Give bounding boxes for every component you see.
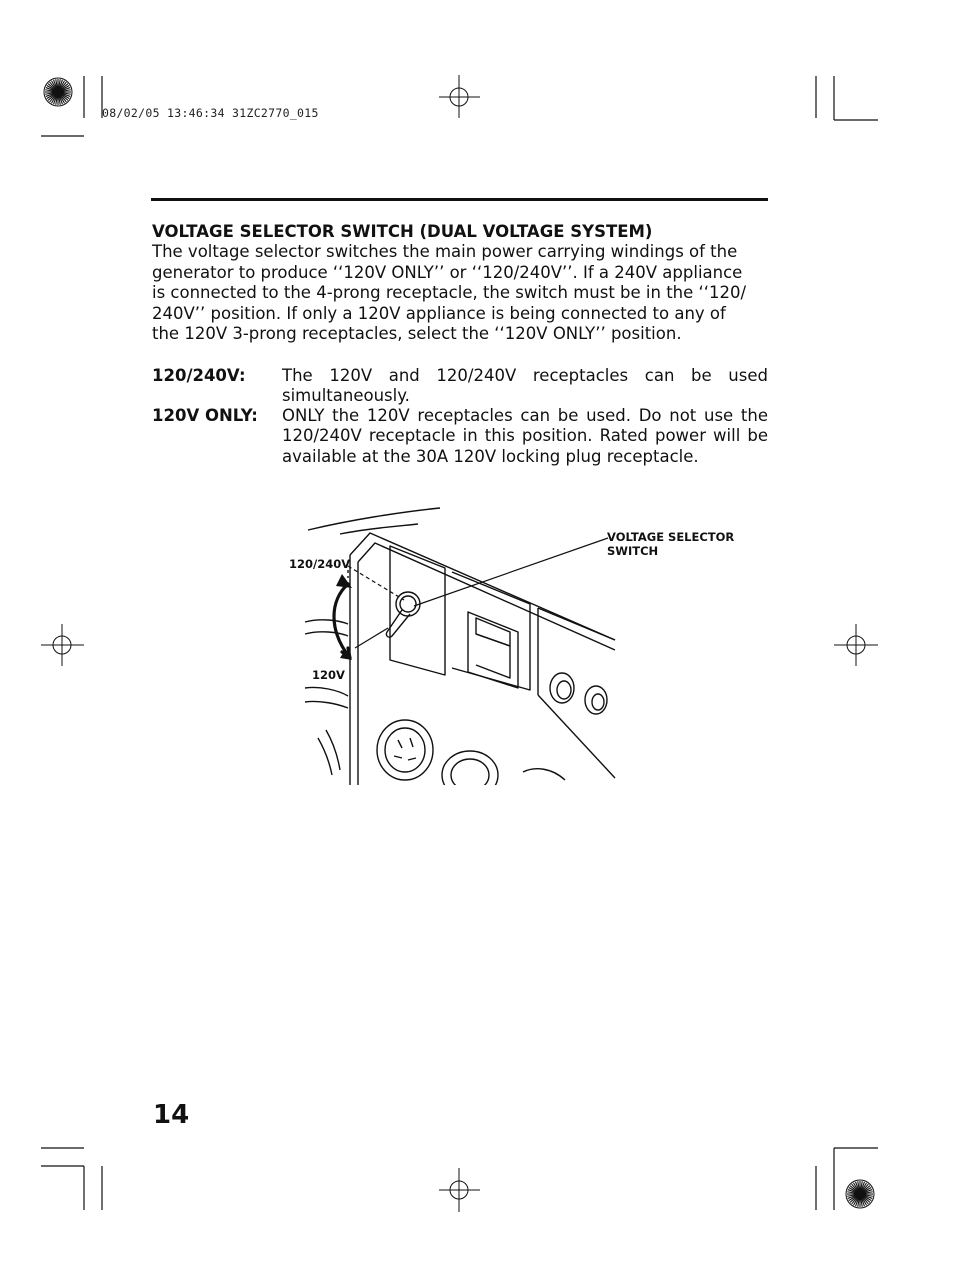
paragraph-line: generator to produce ‘‘120V ONLY’’ or ‘‘120/240V’’. If a 240V appliance [152, 262, 743, 282]
crosshair-top [439, 75, 480, 118]
label-120-240v: 120/240V [289, 557, 351, 571]
paragraph-line: The voltage selector switches the main power carrying windings of the [152, 242, 738, 261]
header-rule [151, 198, 768, 201]
position-term-120-240: 120/240V: [152, 366, 246, 385]
position-desc-120-240: The 120V and 120/240V receptacles can be used simultaneously. [282, 366, 768, 406]
paragraph-line: is connected to the 4-prong receptacle, the switch must be in the ‘‘120/ [152, 283, 747, 303]
section-paragraph [152, 242, 768, 345]
label-line: VOLTAGE SELECTOR [607, 530, 735, 544]
position-term-120-only: 120V ONLY: [152, 406, 258, 425]
label-line: SWITCH [607, 544, 659, 558]
crosshair-left [41, 624, 84, 666]
section-heading: VOLTAGE SELECTOR SWITCH (DUAL VOLTAGE SYSTEM) [152, 222, 653, 241]
registration-target-top-left [44, 78, 72, 106]
crosshair-bottom [439, 1168, 480, 1212]
position-desc-120-only: ONLY the 120V receptacles can be used. Do not use the 120/240V receptacle in this position. Rated power will be available at the 30A 120V locking plug receptacle. [282, 406, 768, 466]
label-120v: 120V [312, 668, 345, 682]
crosshair-right [834, 624, 878, 666]
print-timestamp: 08/02/05 13:46:34 31ZC2770_015 [102, 106, 319, 120]
page-number: 14 [153, 1100, 190, 1130]
label-voltage-selector-switch [607, 530, 734, 558]
control-panel-illustration [290, 500, 620, 785]
paragraph-line: 240V’’ position. If only a 120V appliance is being connected to any of [152, 303, 726, 323]
registration-target-bottom-right [846, 1180, 874, 1208]
paragraph-line: the 120V 3-prong receptacles, select the ‘‘120V ONLY’’ position. [152, 324, 682, 344]
